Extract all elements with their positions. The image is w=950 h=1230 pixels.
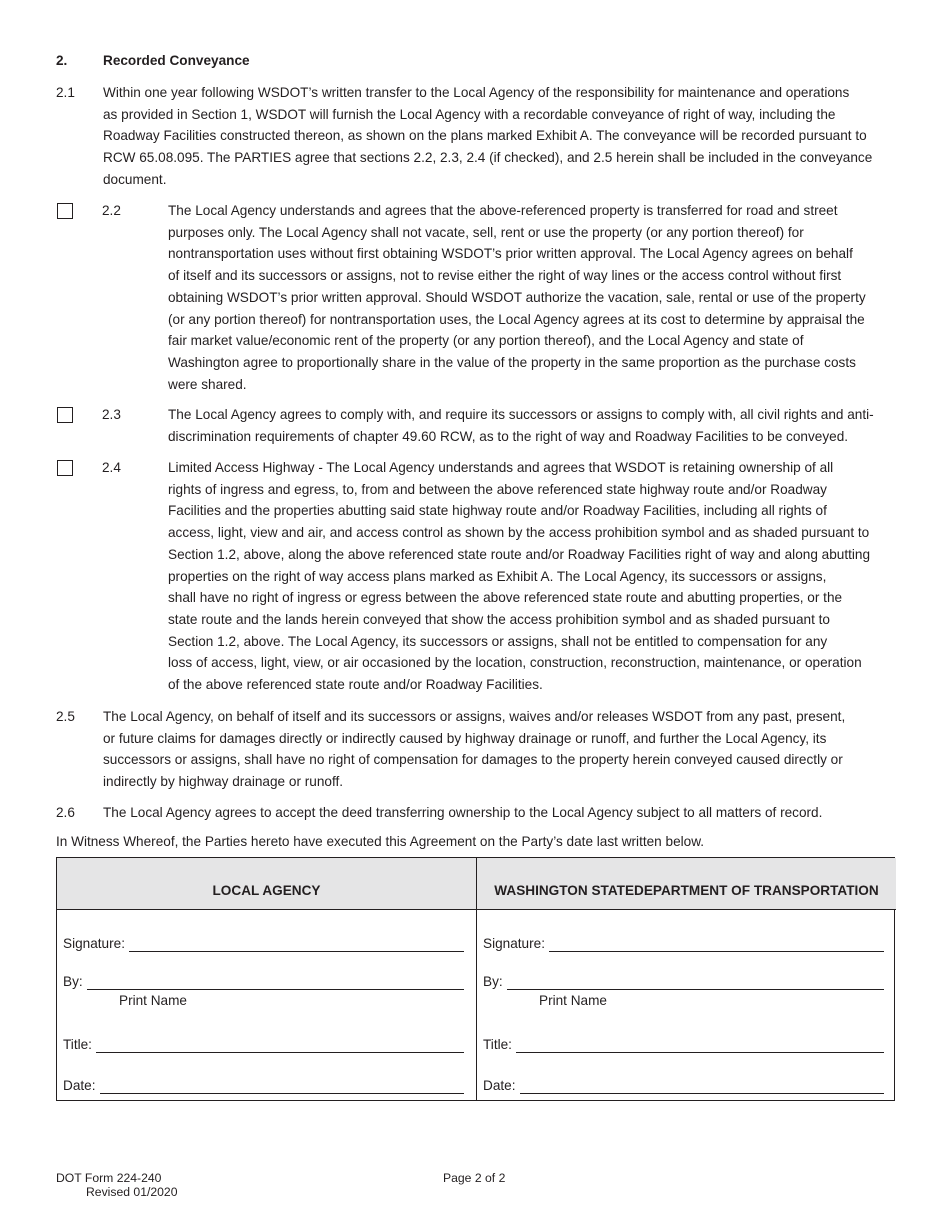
text-line: as provided in Section 1, WSDOT will furnish the Local Agency with a recordable conveyance of right of way, including the bbox=[103, 106, 836, 122]
text-line: discrimination requirements of chapter 49.60 RCW, as to the right of way and Roadway Facilities to be conveyed. bbox=[168, 428, 849, 444]
text-line: or future claims for damages directly or indirectly caused by highway drainage or runoff, and further the Local Agency, its bbox=[103, 730, 827, 746]
footer-form-info bbox=[56, 1171, 177, 1199]
text-line: loss of access, light, view, or air occasioned by the location, construction, reconstruction, maintenance, or operation bbox=[168, 655, 862, 671]
text-line: shall have no right of ingress or egress between the above referenced state route and abutting properties, or the bbox=[168, 590, 843, 606]
by-line[interactable] bbox=[87, 975, 464, 990]
text-line: The Local Agency, on behalf of itself and its successors or assigns, waives and/or releases WSDOT from any past, present, bbox=[103, 709, 846, 724]
wsdot-column bbox=[476, 858, 896, 1100]
text-line: document. bbox=[103, 171, 167, 187]
form-number: DOT Form 224-240 bbox=[56, 1171, 162, 1185]
text-line: (or any portion thereof) for nontransportation uses, the Local Agency agrees at its cost to determine by appraisal the bbox=[168, 311, 865, 327]
date-line[interactable] bbox=[100, 1079, 465, 1094]
checkbox-2-4[interactable] bbox=[57, 460, 73, 476]
witness-statement: In Witness Whereof, the Parties hereto have executed this Agreement on the Party’s date last written below. bbox=[56, 834, 705, 849]
local-agency-title-field[interactable] bbox=[63, 1033, 464, 1053]
checkbox-2-2[interactable] bbox=[57, 203, 73, 219]
date-line[interactable] bbox=[520, 1079, 885, 1094]
text-line: Section 1.2, above. The Local Agency, its successors or assigns, shall not be entitled to compensation for any bbox=[168, 633, 828, 649]
text-line: properties on the right of way access plans marked as Exhibit A. The Local Agency, its successors or assigns, bbox=[168, 568, 827, 584]
text-line: RCW 65.08.095. The PARTIES agree that sections 2.2, 2.3, 2.4 (if checked), and 2.5 herein shall be included in the conveyance bbox=[103, 150, 873, 166]
by-label: By: bbox=[483, 974, 503, 989]
text-line: access, light, view and air, and access control as shown by the access prohibition symbol and as shaded pursuant to bbox=[168, 525, 870, 541]
paragraph-number: 2.1 bbox=[56, 85, 75, 100]
signature-label: Signature: bbox=[483, 936, 545, 951]
local-agency-column bbox=[57, 858, 476, 1100]
print-name-label: Print Name bbox=[119, 993, 187, 1008]
text-line: fair market value/economic rent of the property (or any portion thereof), and the Local Agency and state of bbox=[168, 333, 804, 349]
text-line: Section 1.2, above, along the above referenced state route and/or Roadway Facilities right of way and along abutting bbox=[168, 546, 871, 562]
page-number: Page 2 of 2 bbox=[443, 1171, 506, 1185]
paragraph-number: 2.3 bbox=[102, 407, 121, 422]
section-number: 2. bbox=[56, 53, 68, 68]
checkbox-2-3[interactable] bbox=[57, 407, 73, 423]
section-title: Recorded Conveyance bbox=[103, 53, 250, 68]
signature-table bbox=[56, 857, 895, 1101]
text-line: Limited Access Highway - The Local Agency understands and agrees that WSDOT is retaining ownership of all bbox=[168, 460, 834, 475]
text-line: Washington agree to proportionally share in the value of the property in the same proportion as the purchase costs bbox=[168, 354, 856, 370]
title-line[interactable] bbox=[516, 1038, 884, 1053]
paragraph-text bbox=[103, 706, 903, 793]
by-label: By: bbox=[63, 974, 83, 989]
title-label: Title: bbox=[63, 1037, 92, 1052]
text-line: Within one year following WSDOT’s written transfer to the Local Agency of the responsibility for maintenance and operations bbox=[103, 85, 850, 100]
text-line: The Local Agency understands and agrees that the above-referenced property is transferred for road and street bbox=[168, 203, 838, 218]
paragraph-text bbox=[168, 404, 898, 447]
title-label: Title: bbox=[483, 1037, 512, 1052]
print-name-label: Print Name bbox=[539, 993, 607, 1008]
text-line: of the above referenced state route and/or Roadway Facilities. bbox=[168, 677, 543, 693]
wsdot-by-field[interactable] bbox=[483, 970, 884, 990]
text-line: obtaining WSDOT’s prior written approval. Should WSDOT authorize the vacation, sale, rental or use of the property bbox=[168, 289, 866, 305]
text-line: LOCAL AGENCY bbox=[212, 883, 321, 898]
text-line: nontransportation uses without first obtaining WSDOT’s prior written approval. The Local Agency agrees on behalf bbox=[168, 246, 853, 262]
paragraph-text bbox=[168, 200, 898, 395]
text-line: The Local Agency agrees to comply with, and require its successors or assigns to comply with, all civil rights and anti- bbox=[168, 407, 874, 422]
paragraph-number: 2.4 bbox=[102, 460, 121, 475]
signature-line[interactable] bbox=[549, 937, 884, 952]
paragraph-text bbox=[168, 457, 898, 696]
wsdot-date-field[interactable] bbox=[483, 1074, 884, 1094]
text-line: WASHINGTON STATE bbox=[494, 883, 635, 898]
text-line: Facilities and the properties abutting said state highway route and/or Roadway Facilities, including all rights of bbox=[168, 503, 827, 519]
text-line: indirectly by highway drainage or runoff. bbox=[103, 774, 344, 790]
text-line: Roadway Facilities constructed thereon, as shown on the plans marked Exhibit A. The conveyance will be recorded pursuant to bbox=[103, 128, 867, 144]
paragraph-text bbox=[103, 802, 903, 824]
local-agency-header bbox=[57, 858, 476, 910]
signature-label: Signature: bbox=[63, 936, 125, 951]
wsdot-title-field[interactable] bbox=[483, 1033, 884, 1053]
date-label: Date: bbox=[483, 1078, 516, 1093]
wsdot-signature-field[interactable] bbox=[483, 932, 884, 952]
form-revised: Revised 01/2020 bbox=[86, 1185, 178, 1199]
paragraph-number: 2.2 bbox=[102, 203, 121, 218]
paragraph-number: 2.6 bbox=[56, 805, 75, 820]
local-agency-date-field[interactable] bbox=[63, 1074, 464, 1094]
text-line: purposes only. The Local Agency shall not vacate, sell, rent or use the property (or any portion thereof) for bbox=[168, 224, 804, 240]
wsdot-header bbox=[477, 858, 896, 910]
text-line: state route and the lands herein conveyed that show the access prohibition symbol and as shaded pursuant to bbox=[168, 611, 830, 627]
local-agency-by-field[interactable] bbox=[63, 970, 464, 990]
text-line: were shared. bbox=[168, 376, 247, 392]
text-line: of itself and its successors or assigns, not to revise either the right of way lines or the access control without first bbox=[168, 268, 842, 284]
local-agency-signature-field[interactable] bbox=[63, 932, 464, 952]
paragraph-number: 2.5 bbox=[56, 709, 75, 724]
text-line: rights of ingress and egress, to, from and between the above referenced state highway route and/or Roadway bbox=[168, 481, 827, 497]
paragraph-text bbox=[103, 82, 903, 191]
title-line[interactable] bbox=[96, 1038, 464, 1053]
section-heading bbox=[56, 53, 250, 68]
date-label: Date: bbox=[63, 1078, 96, 1093]
text-line: DEPARTMENT OF TRANSPORTATION bbox=[634, 883, 879, 898]
by-line[interactable] bbox=[507, 975, 884, 990]
signature-line[interactable] bbox=[129, 937, 464, 952]
text-line: The Local Agency agrees to accept the deed transferring ownership to the Local Agency subject to all matters of record. bbox=[103, 805, 823, 820]
text-line: successors or assigns, shall have no right of compensation for damages to the property herein conveyed caused directly or bbox=[103, 752, 843, 768]
